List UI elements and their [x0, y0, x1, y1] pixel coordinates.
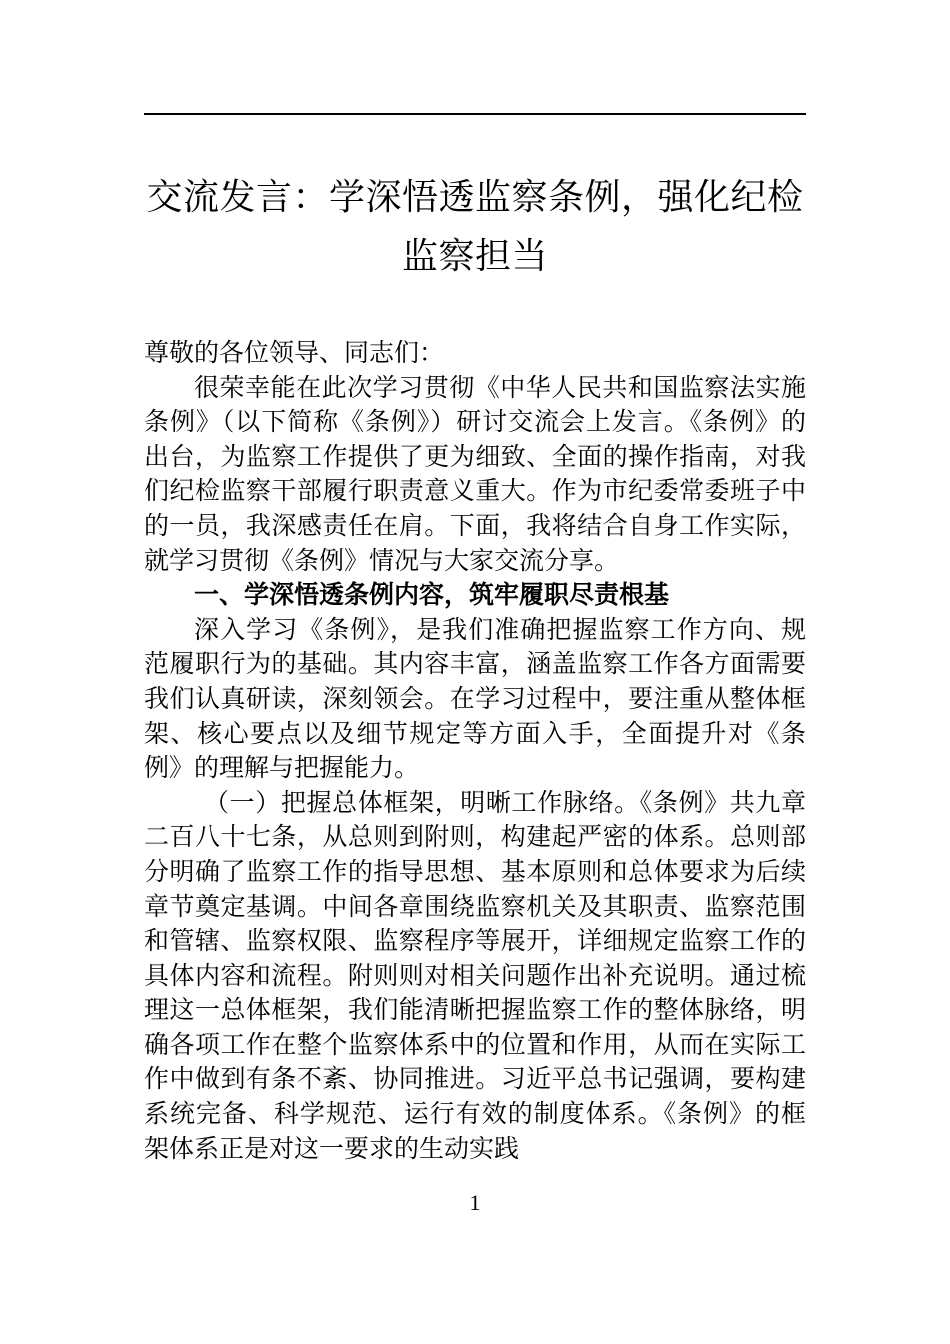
- document-body: [144, 336, 806, 1166]
- document-title: 交流发言：学深悟透监察条例，强化纪检监察担当: [146, 177, 804, 277]
- page-number: 1: [469, 1190, 481, 1215]
- header-rule: [144, 113, 806, 115]
- paragraph-subsection-1: （一）把握总体框架，明晰工作脉络。《条例》共九章二百八十七条，从总则到附则，构建起严密的体系。总则部分明确了监察工作的指导思想、基本原则和总体要求为后续章节奠定基调。中间各章围绕监察机关及其职责、监察范围和管辖、监察权限、监察程序等展开，详细规定监察工作的具体内容和流程。附则则对相关问题作出补充说明。通过梳理这一总体框架，我们能清晰把握监察工作的整体脉络，明确各项工作在整个监察体系中的位置和作用，从而在实际工作中做到有条不紊、协同推进。习近平总书记强调，要构建系统完备、科学规范、运行有效的制度体系。《条例》的框架体系正是对这一要求的生动实践: [144, 787, 806, 1163]
- paragraph-section-1: 深入学习《条例》，是我们准确把握监察工作方向、规范履职行为的基础。其内容丰富，涵盖监察工作各方面需要我们认真研读，深刻领会。在学习过程中，要注重从整体框架、核心要点以及细节规定等方面入手，全面提升对《条例》的理解与把握能力。: [144, 614, 806, 783]
- section-heading-1: 一、学深悟透条例内容，筑牢履职尽责根基: [194, 580, 670, 610]
- salutation: 尊敬的各位领导、同志们：: [144, 338, 445, 367]
- paragraph-intro: 很荣幸能在此次学习贯彻《中华人民共和国监察法实施条例》（以下简称《条例》）研讨交流会上发言。《条例》的出台，为监察工作提供了更为细致、全面的操作指南，对我们纪检监察干部履行职责意义重大。作为市纪委常委班子中的一员，我深感责任在肩。下面，我将结合自身工作实际，就学习贯彻《条例》情况与大家交流分享。: [144, 372, 806, 575]
